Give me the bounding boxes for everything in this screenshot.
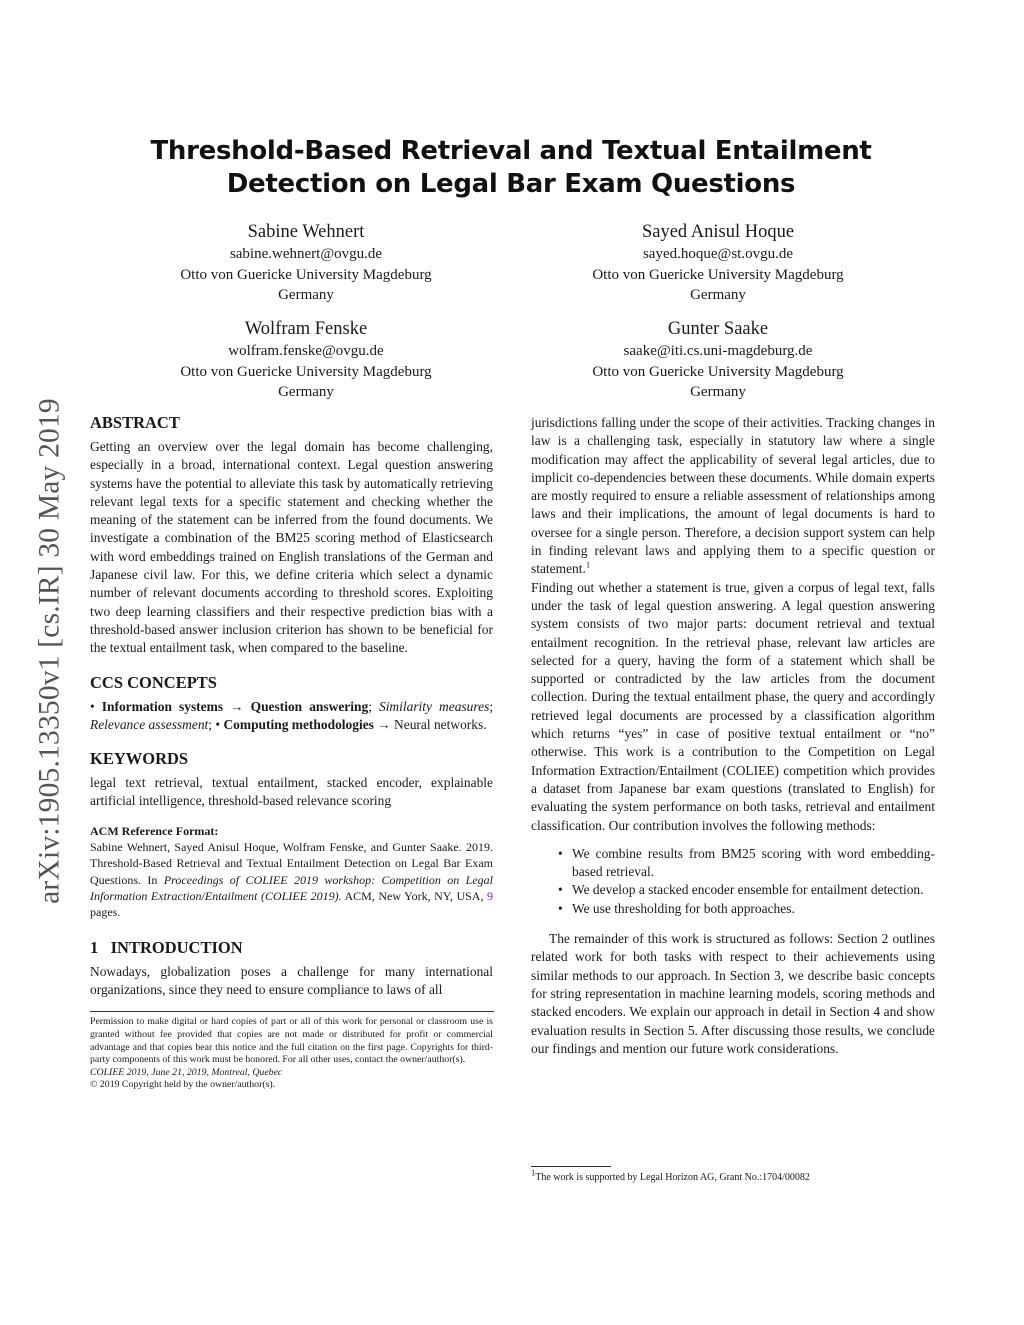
ccs-term: Similarity measures [378,698,490,714]
keywords-text: legal text retrieval, textual entailment, stacked encoder, explainable artificial intelligence, threshold-based relevance scoring [90,775,493,809]
arxiv-identifier: arXiv:1905.13350v1 [cs.IR] 30 May 2019 [33,398,66,904]
separator: ; [489,698,494,714]
arrow-glyph: → [230,698,244,714]
author-country: Germany [690,287,746,303]
author-name: Gunter Saake [667,319,769,339]
author-country: Germany [690,384,746,400]
bullet: • [90,698,95,714]
venue-text: COLIEE 2019, June 21, 2019, Montreal, Quebec [90,1066,283,1078]
list-item [531,845,935,882]
page-count-link[interactable]: 9 [487,888,493,903]
list-item-text: We combine results from BM25 scoring with word embedding-based retrieval. [572,845,935,880]
acm-reference-text [90,839,493,921]
abstract-text: Getting an overview over the legal domain has become challenging, especially in a broad, international context. Legal question answering systems have the potential to alleviate this task by automatically retrieving relevant legal texts for a specific statement and checking whether the meaning of the statement can be inferred from the found documents. We investigate a combination of the BM25 scoring method of Elasticsearch with word embeddings trained on English translations of the German and Japanese civil law. For this, we define criteria which select a dynamic number of relevant documents according to threshold scores. Exploiting two deep learning classifiers and their respective prediction bias with a threshold-based answer inclusion criterion has shown to be beneficial for the textual entailment task, when compared to the baseline. [90,439,493,656]
acm-reference [90,823,493,921]
footnote-text [531,1167,935,1184]
ccs-heading: CCS CONCEPTS [90,672,217,692]
abstract-heading: ABSTRACT [90,413,180,432]
ref-text: ACM, New York, NY, USA, [344,888,484,903]
introduction-heading [90,937,493,959]
ccs-concepts [90,698,493,735]
intro-paragraph [531,414,935,579]
list-item [531,900,935,918]
intro-paragraph: The remainder of this work is structured as follows: Section 2 outlines related work for both tasks with respect to their achievements using similar methods to our approach. In Section 3, we describe basic concepts for string representation in machine learning models, scoring methods and stacked encoders. We explain our approach in detail in Section 4 and show evaluation results in Section 5. After discussing those results, we conclude our findings and mention our future work considerations. [531,931,935,1056]
separator: ; [368,698,372,714]
author-email[interactable]: saake@iti.cs.uni-magdeburg.de [623,343,813,359]
ref-proceedings: Proceedings of COLIEE 2019 workshop: Competition on Legal Information Extraction/Entailment (COLIEE 2019). [90,872,493,903]
author-name: Sabine Wehnert [247,222,365,242]
author-block [518,220,918,306]
author-block [518,317,918,403]
ccs-term: Question answering [250,698,369,714]
author-country: Germany [278,384,334,400]
ccs-term: Information systems [101,698,224,714]
footnote-marker: 1 [531,1167,536,1178]
author-block [106,317,506,403]
paragraph-text: jurisdictions falling under the scope of their activities. Tracking changes in law is a challenging task, especially in statutory law where a single modification may affect the applicability of several legal articles, due to implicit co-dependencies between these documents. While domain experts are mostly required to ensure a reliable assessment of relationships among laws and their implications, the amount of legal documents is hard to oversee for a single person. Therefore, a decision support system can help in finding relevant laws and applying them to a specific question or statement. [531,415,935,577]
keywords-heading: KEYWORDS [90,749,189,769]
ccs-term: Computing methodologies [223,716,374,732]
right-column [531,414,935,1058]
list-item [531,881,935,899]
footnote-marker[interactable]: 1 [585,559,591,570]
ccs-term: Neural networks. [394,716,487,732]
author-affiliation: Otto von Guericke University Magdeburg [592,266,844,283]
footnote [531,1166,935,1184]
footnote-content: The work is supported by Legal Horizon AG, Grant No.:1704/00082 [535,1172,810,1183]
copyright-text: © 2019 Copyright held by the owner/author(s). [90,1079,276,1091]
author-email[interactable]: sabine.wehnert@ovgu.de [229,246,383,262]
left-column [90,412,493,1092]
bullet: • [558,845,563,861]
author-block [106,220,506,306]
ref-text: pages. [90,905,121,920]
author-country: Germany [278,287,334,303]
footnote-divider [531,1166,611,1167]
bullet: • [558,882,563,898]
permission-block [90,1016,493,1092]
footnote-divider [90,1011,494,1012]
ref-text: Sabine Wehnert, Sayed Anisul Hoque, Wolfram Fenske, and Gunter Saake. 2019. Threshold-Based Retrieval and Textual Entailment Detection on Legal Bar Exam Questions. In [90,839,493,887]
list-item-text: We use thresholding for both approaches. [572,900,795,916]
acm-reference-heading: ACM Reference Format: [90,823,219,838]
author-name: Wolfram Fenske [244,319,368,339]
intro-paragraph: Finding out whether a statement is true, given a corpus of legal text, falls under the task of legal question answering. A legal question answering system consists of two major parts: document retrieval and textual entailment recognition. In the retrieval phase, relevant law articles are selected for a query, having the form of a statement which shall be supported or contradicted by the law articles from the document collection. During the textual entailment phase, the query and accordingly retrieved legal documents are processed by a classification algorithm which returns “yes” in case of positive textual entailment or “no” otherwise. This work is a contribution to the Competition on Legal Information Extraction/Entailment (COLIEE) competition which provides a dataset from Japanese bar exam questions (translated to English) for evaluating the system performance on both tasks, retrieval and entailment classification. Our contribution involves the following methods: [531,579,935,833]
list-item-text: We develop a stacked encoder ensemble for entailment detection. [572,882,924,898]
methods-list [531,845,935,918]
separator: ; [208,716,213,732]
author-email[interactable]: sayed.hoque@st.ovgu.de [642,246,794,262]
bullet: • [558,900,563,916]
ccs-term: Relevance assessment [90,716,209,732]
author-affiliation: Otto von Guericke University Magdeburg [180,266,432,283]
arrow-glyph: → [377,716,391,732]
paper-title: Threshold-Based Retrieval and Textual Entailment Detection on Legal Bar Exam Questions [150,136,872,199]
section-number: 1 [90,937,99,957]
author-email[interactable]: wolfram.fenske@ovgu.de [228,343,384,359]
intro-text-left: Nowadays, globalization poses a challenge for many international organizations, since they need to ensure compliance to laws of all [90,963,493,998]
author-name: Sayed Anisul Hoque [641,222,795,242]
author-affiliation: Otto von Guericke University Magdeburg [592,363,844,380]
section-title: INTRODUCTION [110,937,243,957]
bullet: • [215,716,221,732]
permission-text: Permission to make digital or hard copies of part or all of this work for personal or classroom use is granted without fee provided that copies are not made or distributed for profit or commercial advantage and that copies bear this notice and the full citation on the first page. Copyrights for third-party components of this work must be honored. For all other uses, contact the owner/author(s). [90,1016,493,1066]
author-affiliation: Otto von Guericke University Magdeburg [180,363,432,380]
